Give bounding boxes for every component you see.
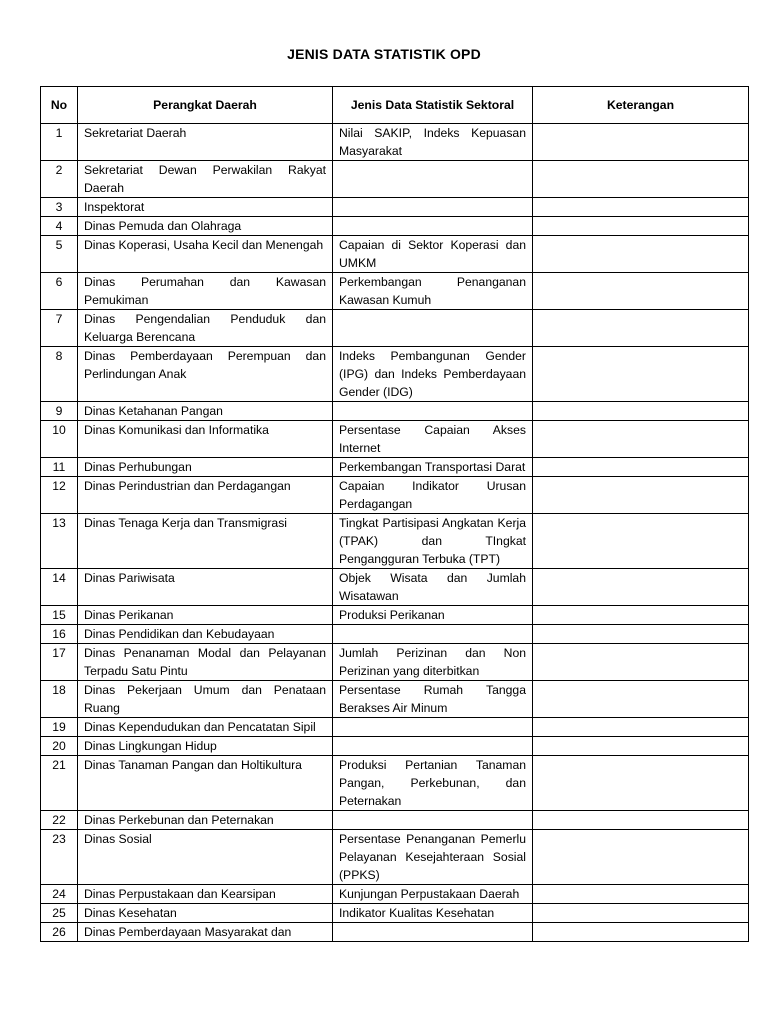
- row-number: 2: [41, 161, 78, 198]
- document-title: JENIS DATA STATISTIK OPD: [287, 46, 481, 62]
- jenis-data-cell: Produksi Perikanan: [333, 606, 533, 625]
- jenis-data-cell: Tingkat Partisipasi Angkatan Kerja (TPAK) dan TIngkat Pengangguran Terbuka (TPT): [333, 514, 533, 569]
- table-header-row: [41, 87, 749, 124]
- table-row: [41, 514, 749, 569]
- jenis-data-cell: [333, 217, 533, 236]
- perangkat-daerah-cell: Sekretariat Dewan Perwakilan Rakyat Daerah: [78, 161, 333, 198]
- header-no: No: [41, 87, 78, 124]
- table-row: [41, 756, 749, 811]
- row-number: 7: [41, 310, 78, 347]
- header-jenis-data: Jenis Data Statistik Sektoral: [333, 87, 533, 124]
- table-row: [41, 606, 749, 625]
- keterangan-cell: [533, 569, 749, 606]
- perangkat-daerah-cell: Dinas Pengendalian Penduduk dan Keluarga Berencana: [78, 310, 333, 347]
- jenis-data-cell: Kunjungan Perpustakaan Daerah: [333, 885, 533, 904]
- perangkat-daerah-cell: Dinas Sosial: [78, 830, 333, 885]
- perangkat-daerah-cell: Dinas Penanaman Modal dan Pelayanan Terpadu Satu Pintu: [78, 644, 333, 681]
- table-row: [41, 681, 749, 718]
- perangkat-daerah-cell: Dinas Pemberdayaan Perempuan dan Perlindungan Anak: [78, 347, 333, 402]
- jenis-data-cell: [333, 161, 533, 198]
- table-row: [41, 273, 749, 310]
- keterangan-cell: [533, 811, 749, 830]
- opd-statistics-table: [40, 86, 749, 942]
- keterangan-cell: [533, 402, 749, 421]
- perangkat-daerah-cell: Dinas Tenaga Kerja dan Transmigrasi: [78, 514, 333, 569]
- table-row: [41, 458, 749, 477]
- perangkat-daerah-cell: Dinas Perhubungan: [78, 458, 333, 477]
- row-number: 18: [41, 681, 78, 718]
- row-number: 24: [41, 885, 78, 904]
- table-row: [41, 402, 749, 421]
- jenis-data-cell: [333, 402, 533, 421]
- perangkat-daerah-cell: Sekretariat Daerah: [78, 124, 333, 161]
- perangkat-daerah-cell: Dinas Komunikasi dan Informatika: [78, 421, 333, 458]
- row-number: 6: [41, 273, 78, 310]
- header-keterangan: Keterangan: [533, 87, 749, 124]
- row-number: 13: [41, 514, 78, 569]
- perangkat-daerah-cell: Dinas Perpustakaan dan Kearsipan: [78, 885, 333, 904]
- keterangan-cell: [533, 923, 749, 942]
- header-perangkat-daerah: Perangkat Daerah: [78, 87, 333, 124]
- perangkat-daerah-cell: Dinas Koperasi, Usaha Kecil dan Menengah: [78, 236, 333, 273]
- keterangan-cell: [533, 737, 749, 756]
- row-number: 8: [41, 347, 78, 402]
- keterangan-cell: [533, 458, 749, 477]
- jenis-data-cell: Persentase Rumah Tangga Berakses Air Minum: [333, 681, 533, 718]
- perangkat-daerah-cell: Dinas Lingkungan Hidup: [78, 737, 333, 756]
- keterangan-cell: [533, 681, 749, 718]
- jenis-data-cell: Produksi Pertanian Tanaman Pangan, Perkebunan, dan Peternakan: [333, 756, 533, 811]
- row-number: 16: [41, 625, 78, 644]
- jenis-data-cell: Capaian Indikator Urusan Perdagangan: [333, 477, 533, 514]
- table-row: [41, 161, 749, 198]
- table-row: [41, 236, 749, 273]
- perangkat-daerah-cell: Dinas Tanaman Pangan dan Holtikultura: [78, 756, 333, 811]
- keterangan-cell: [533, 606, 749, 625]
- jenis-data-cell: [333, 198, 533, 217]
- table-row: [41, 217, 749, 236]
- jenis-data-cell: [333, 811, 533, 830]
- table-row: [41, 737, 749, 756]
- perangkat-daerah-cell: Dinas Pemberdayaan Masyarakat dan: [78, 923, 333, 942]
- perangkat-daerah-cell: Dinas Perkebunan dan Peternakan: [78, 811, 333, 830]
- keterangan-cell: [533, 421, 749, 458]
- keterangan-cell: [533, 347, 749, 402]
- table-row: [41, 310, 749, 347]
- table-row: [41, 718, 749, 737]
- table-row: [41, 904, 749, 923]
- jenis-data-cell: Indikator Kualitas Kesehatan: [333, 904, 533, 923]
- perangkat-daerah-cell: Dinas Kesehatan: [78, 904, 333, 923]
- table-row: [41, 124, 749, 161]
- jenis-data-cell: Persentase Capaian Akses Internet: [333, 421, 533, 458]
- jenis-data-cell: Objek Wisata dan Jumlah Wisatawan: [333, 569, 533, 606]
- keterangan-cell: [533, 310, 749, 347]
- jenis-data-cell: Perkembangan Transportasi Darat: [333, 458, 533, 477]
- keterangan-cell: [533, 625, 749, 644]
- keterangan-cell: [533, 830, 749, 885]
- table-row: [41, 198, 749, 217]
- jenis-data-cell: Perkembangan Penanganan Kawasan Kumuh: [333, 273, 533, 310]
- perangkat-daerah-cell: Dinas Kependudukan dan Pencatatan Sipil: [78, 718, 333, 737]
- row-number: 19: [41, 718, 78, 737]
- table-row: [41, 923, 749, 942]
- table-row: [41, 421, 749, 458]
- row-number: 17: [41, 644, 78, 681]
- table-row: [41, 625, 749, 644]
- jenis-data-cell: [333, 737, 533, 756]
- row-number: 25: [41, 904, 78, 923]
- keterangan-cell: [533, 273, 749, 310]
- keterangan-cell: [533, 236, 749, 273]
- jenis-data-cell: [333, 923, 533, 942]
- table-row: [41, 811, 749, 830]
- perangkat-daerah-cell: Dinas Perikanan: [78, 606, 333, 625]
- perangkat-daerah-cell: Dinas Perumahan dan Kawasan Pemukiman: [78, 273, 333, 310]
- jenis-data-cell: Capaian di Sektor Koperasi dan UMKM: [333, 236, 533, 273]
- perangkat-daerah-cell: Dinas Perindustrian dan Perdagangan: [78, 477, 333, 514]
- keterangan-cell: [533, 198, 749, 217]
- row-number: 23: [41, 830, 78, 885]
- perangkat-daerah-cell: Dinas Ketahanan Pangan: [78, 402, 333, 421]
- jenis-data-cell: Indeks Pembangunan Gender (IPG) dan Indeks Pemberdayaan Gender (IDG): [333, 347, 533, 402]
- perangkat-daerah-cell: Dinas Pariwisata: [78, 569, 333, 606]
- keterangan-cell: [533, 124, 749, 161]
- perangkat-daerah-cell: Dinas Pekerjaan Umum dan Penataan Ruang: [78, 681, 333, 718]
- keterangan-cell: [533, 644, 749, 681]
- row-number: 4: [41, 217, 78, 236]
- perangkat-daerah-cell: Dinas Pemuda dan Olahraga: [78, 217, 333, 236]
- jenis-data-cell: [333, 625, 533, 644]
- row-number: 14: [41, 569, 78, 606]
- row-number: 9: [41, 402, 78, 421]
- perangkat-daerah-cell: Inspektorat: [78, 198, 333, 217]
- perangkat-daerah-cell: Dinas Pendidikan dan Kebudayaan: [78, 625, 333, 644]
- keterangan-cell: [533, 718, 749, 737]
- jenis-data-cell: [333, 310, 533, 347]
- keterangan-cell: [533, 514, 749, 569]
- row-number: 10: [41, 421, 78, 458]
- row-number: 20: [41, 737, 78, 756]
- row-number: 22: [41, 811, 78, 830]
- jenis-data-cell: Persentase Penanganan Pemerlu Pelayanan Kesejahteraan Sosial (PPKS): [333, 830, 533, 885]
- table-row: [41, 644, 749, 681]
- table-row: [41, 477, 749, 514]
- keterangan-cell: [533, 161, 749, 198]
- table-row: [41, 569, 749, 606]
- row-number: 26: [41, 923, 78, 942]
- jenis-data-cell: [333, 718, 533, 737]
- keterangan-cell: [533, 885, 749, 904]
- row-number: 12: [41, 477, 78, 514]
- table-row: [41, 885, 749, 904]
- row-number: 3: [41, 198, 78, 217]
- row-number: 1: [41, 124, 78, 161]
- row-number: 5: [41, 236, 78, 273]
- row-number: 11: [41, 458, 78, 477]
- row-number: 21: [41, 756, 78, 811]
- keterangan-cell: [533, 756, 749, 811]
- keterangan-cell: [533, 217, 749, 236]
- jenis-data-cell: Nilai SAKIP, Indeks Kepuasan Masyarakat: [333, 124, 533, 161]
- table-row: [41, 347, 749, 402]
- keterangan-cell: [533, 904, 749, 923]
- row-number: 15: [41, 606, 78, 625]
- jenis-data-cell: Jumlah Perizinan dan Non Perizinan yang diterbitkan: [333, 644, 533, 681]
- table-row: [41, 830, 749, 885]
- keterangan-cell: [533, 477, 749, 514]
